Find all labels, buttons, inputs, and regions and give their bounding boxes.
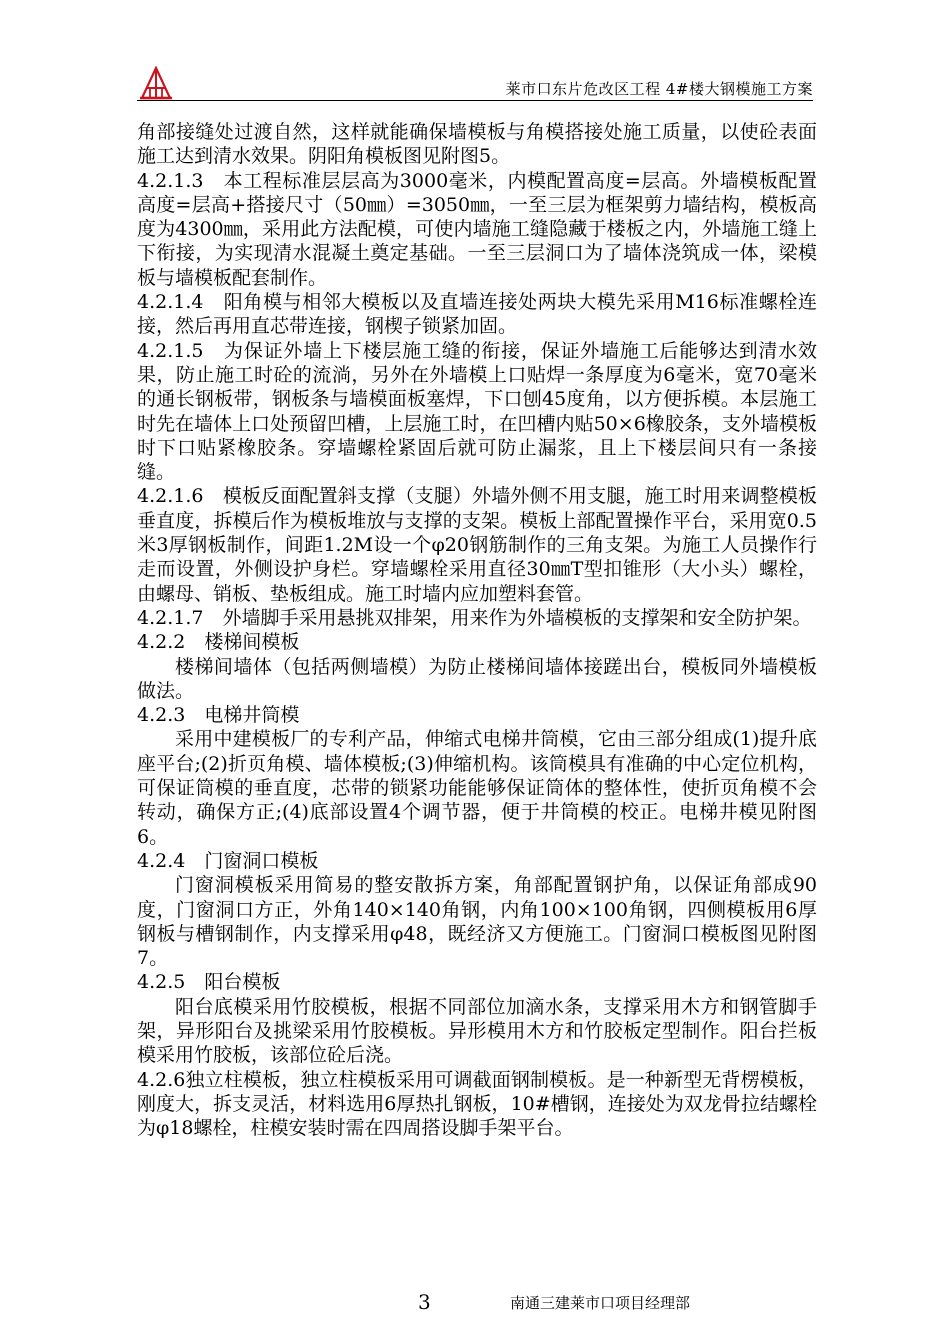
paragraph: 4.2.6独立柱模板，独立柱模板采用可调截面钢制模板。是一种新型无背楞模板，刚度大，拆支灵活，材料选用6厚热扎钢板，10#槽钢，连接处为双龙骨拉结螺栓为φ18螺栓，柱模安装时需在四周搭设脚手架平台。 bbox=[137, 1068, 817, 1140]
header-title: 莱市口东片危改区工程 4#楼大钢模施工方案 bbox=[505, 80, 813, 98]
page-header bbox=[0, 0, 950, 110]
paragraph: 楼梯间墙体（包括两侧墙模）为防止楼梯间墙体接蹉出台，模板同外墙模板做法。 bbox=[137, 655, 817, 702]
page-footer bbox=[0, 1290, 950, 1320]
header-divider bbox=[137, 100, 813, 101]
paragraph: 阳台底模采用竹胶模板，根据不同部位加滴水条，支撑采用木方和钢管脚手架，异形阳台及挑梁采用竹胶模板。异形模用木方和竹胶板定型制作。阳台拦板模采用竹胶板，该部位砼后浇。 bbox=[137, 995, 817, 1067]
paragraph: 4.2.1.7 外墙脚手采用悬挑双排架，用来作为外墙模板的支撑架和安全防护架。 bbox=[137, 606, 812, 629]
paragraph: 4.2.1.3 本工程标准层层高为3000毫米，内模配置高度=层高。外墙模板配置高度=层高+搭接尺寸（50㎜）=3050㎜，一至三层为框架剪力墙结构，模板高度为4300㎜，采用此方法配模，可使内墙施工缝隐藏于楼板之内，外墙施工缝上下衔接，为实现清水混凝土奠定基础。一至三层洞口为了墙体浇筑成一体，梁模板与墙模板配套制作。 bbox=[137, 169, 817, 289]
paragraph: 角部接缝处过渡自然，这样就能确保墙模板与角模搭接处施工质量，以使砼表面施工达到清水效果。阴阳角模板图见附图5。 bbox=[137, 121, 817, 168]
company-logo-icon bbox=[140, 66, 172, 100]
document-body bbox=[137, 120, 817, 1140]
page-number: 3 bbox=[418, 1290, 431, 1314]
footer-organization: 南通三建莱市口项目经理部 bbox=[510, 1294, 691, 1312]
section-heading: 4.2.5 阳台模板 bbox=[137, 971, 281, 994]
paragraph: 门窗洞模板采用简易的整安散拆方案，角部配置钢护角，以保证角部成90度，门窗洞口方正，外角140×140角钢，内角100×100角钢，四侧模板用6厚钢板与槽钢制作，内支撑采用φ48，既经济又方便施工。门窗洞口模板图见附图7。 bbox=[137, 874, 817, 970]
paragraph: 4.2.1.6 模板反面配置斜支撑（支腿）外墙外侧不用支腿，施工时用来调整模板垂直度，拆模后作为模板堆放与支撑的支架。模板上部配置操作平台，采用宽0.5米3厚钢板制作，间距1.2M设一个φ20钢筋制作的三角支架。为施工人员操作行走而设置，外侧设护身栏。穿墙螺栓采用直径30㎜T型扣锥形（大小头）螺栓，由螺母、销板、垫板组成。施工时墙内应加塑料套管。 bbox=[137, 485, 817, 605]
paragraph: 4.2.1.5 为保证外墙上下楼层施工缝的衔接，保证外墙施工后能够达到清水效果，防止施工时砼的流淌，另外在外墙模上口贴焊一条厚度为6毫米，宽70毫米的通长钢板带，钢板条与墙模面板塞焊，下口刨45度角，以方便拆模。本层施工时先在墙体上口处预留凹槽，上层施工时，在凹槽内贴50×6橡胶条，支外墙模板时下口贴紧橡胶条。穿墙螺栓紧固后就可防止漏浆，且上下楼层间只有一条接缝。 bbox=[137, 339, 817, 484]
section-heading: 4.2.3 电梯井筒模 bbox=[137, 704, 300, 727]
section-heading: 4.2.4 门窗洞口模板 bbox=[137, 849, 319, 872]
paragraph: 采用中建模板厂的专利产品，伸缩式电梯井筒模，它由三部分组成(1)提升底座平台;(2)折页角模、墙体模板;(3)伸缩机构。该筒模具有准确的中心定位机构，可保证筒模的垂直度，芯带的锁紧功能能够保证筒体的整体性，使折页角模不会转动，确保方正;(4)底部设置4个调节器，便于井筒模的校正。电梯井模见附图6。 bbox=[137, 728, 817, 848]
paragraph: 4.2.1.4 阳角模与相邻大模板以及直墙连接处两块大模先采用M16标准螺栓连接，然后再用直芯带连接，钢楔子锁紧加固。 bbox=[137, 291, 817, 338]
section-heading: 4.2.2 楼梯间模板 bbox=[137, 631, 300, 654]
